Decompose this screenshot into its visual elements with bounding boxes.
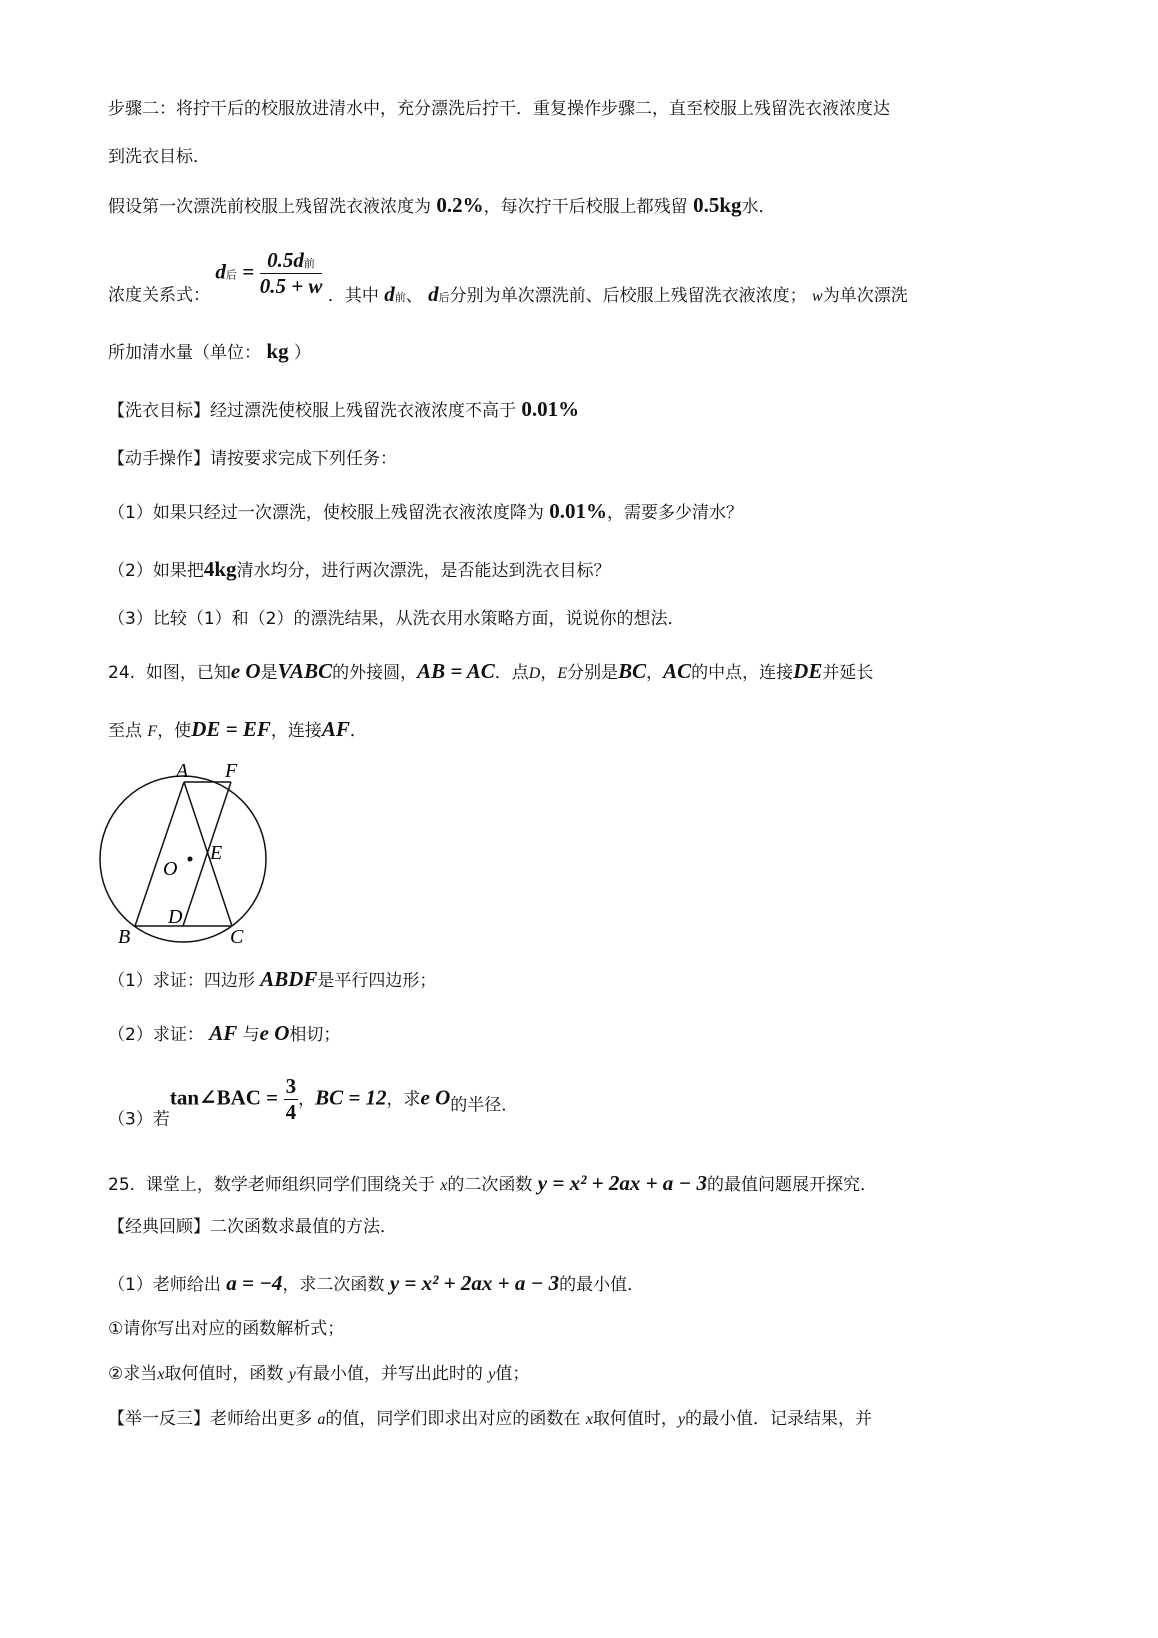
problem-24: 24. 如图，已知e O是VABC的外接圆，AB = AC．点D，E分别是BC，AC的中点，连接DE并延长 [108, 659, 874, 683]
math: 0.5kg [693, 193, 742, 217]
math: 0.2% [436, 193, 484, 217]
subquestion-1: （1）求证：四边形 ABDF是平行四边形； [108, 967, 437, 991]
paragraph: 步骤二：将拧干后的校服放进清水中，充分漂洗后拧干．重复操作步骤二，直至校服上残留洗衣液浓度达 [108, 99, 890, 119]
segment-ac [184, 782, 232, 926]
formula-line [108, 248, 908, 307]
label-a: A [176, 760, 189, 782]
text: ，每次拧干后校服上都残留 [483, 197, 688, 217]
circle-o [100, 776, 266, 942]
problem-25: 25. 课堂上，数学老师组织同学们围绕关于 x的二次函数 y = x² + 2ax + a − 3的最值问题展开探究． [108, 1171, 878, 1195]
text: 浓度关系式： [108, 285, 210, 306]
math: = [242, 259, 255, 284]
label-f: F [225, 760, 238, 782]
subquestion-3: （3）若tan∠BAC = $\frac{3}{4}$ ，BC = 12，求e O的半径． [108, 1074, 519, 1130]
subscript: 后 [225, 268, 237, 282]
math: d [215, 259, 226, 284]
paragraph: （1）老师给出 a = −4，求二次函数 y = x² + 2ax + a − 3的最小值． [108, 1271, 645, 1295]
geometry-figure [90, 755, 290, 955]
paragraph: 到洗衣目标． [108, 147, 210, 167]
paragraph: 所加清水量（单位： kg ） [108, 339, 311, 363]
paragraph: 【举一反三】老师给出更多 a的值，同学们即求出对应的函数在 x取何值时，y的最小值．记录结果，并 [108, 1409, 873, 1429]
paragraph: 【洗衣目标】经过漂洗使校服上残留洗衣液浓度不高于 0.01% [108, 397, 580, 421]
question-1: （1）如果只经过一次漂洗，使校服上残留洗衣液浓度降为 0.01%，需要多少清水？ [108, 499, 743, 523]
subquestion-2: （2）求证： AF 与e O相切； [108, 1021, 341, 1045]
label-c: C [230, 926, 244, 948]
text: ．其中 d前、 d后分别为单次漂洗前、后校服上残留洗衣液浓度； w为单次漂洗 [327, 281, 908, 306]
label-e: E [210, 842, 223, 864]
paragraph [108, 192, 776, 218]
paragraph: 【动手操作】请按要求完成下列任务： [108, 449, 397, 469]
numerator: 0.5d前 [260, 248, 323, 274]
label-b: B [118, 926, 131, 948]
text: 假设第一次漂洗前校服上残留洗衣液浓度为 [108, 197, 431, 217]
question-2: （2）如果把4kg清水均分，进行两次漂洗，是否能达到洗衣目标？ [108, 557, 611, 581]
label-d: D [168, 906, 183, 928]
text: 水． [741, 197, 776, 217]
label-o: O [163, 858, 178, 880]
fraction [260, 248, 323, 299]
paragraph: 至点 F，使DE = EF，连接AF． [108, 717, 367, 741]
center-point [188, 857, 193, 862]
question-3: （3）比较（1）和（2）的漂洗结果，从洗衣用水策略方面，说说你的想法． [108, 609, 685, 629]
paragraph: ①请你写出对应的函数解析式； [108, 1319, 345, 1339]
paragraph: 【经典回顾】二次函数求最值的方法． [108, 1217, 397, 1237]
segment-ab [135, 782, 184, 926]
denominator: 0.5 + w [259, 274, 323, 298]
fraction: $\frac{3}{4}$ [285, 1074, 297, 1124]
paragraph: ②求当x取何值时，函数 y有最小值，并写出此时的 y值； [108, 1364, 530, 1384]
segment-df [183, 782, 231, 926]
